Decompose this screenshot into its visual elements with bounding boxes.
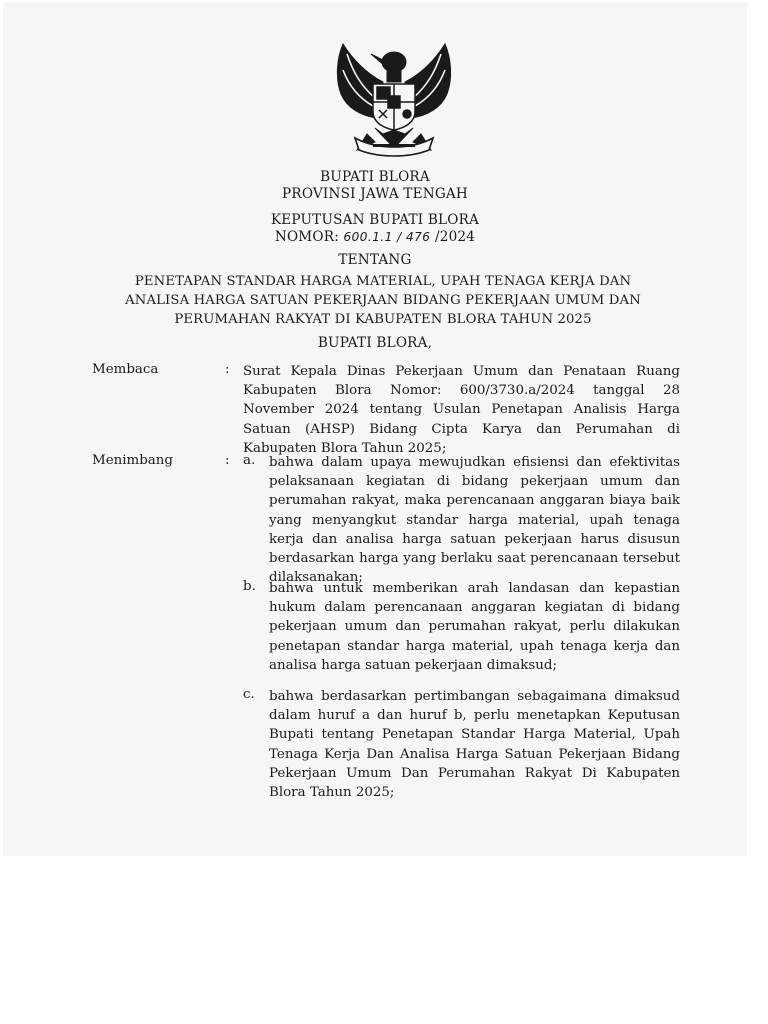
item-c-letter: c. xyxy=(243,687,255,702)
regent-heading: BUPATI BLORA xyxy=(320,169,430,185)
number-handwritten: 600.1.1 / 476 xyxy=(343,230,431,244)
membaca-label: Membaca xyxy=(92,362,159,377)
menimbang-label: Menimbang xyxy=(92,453,173,468)
item-c-text: bahwa berdasarkan pertimbangan sebagaimana dimaksud dalam huruf a dan huruf b, perlu menetapkan Keputusan Bupati tentang Penetapan Standar Harga Material, Upah Tenaga Kerja Dan Analisa Harga Satuan Pekerjaan Bidang Pekerjaan Umum Dan Perumahan Rakyat Di Kabupaten Blora Tahun 2025; xyxy=(269,689,680,801)
subject-line-3: PERUMAHAN RAKYAT DI KABUPATEN BLORA TAHUN 2025 xyxy=(174,312,592,327)
decree-title: KEPUTUSAN BUPATI BLORA xyxy=(270,212,480,228)
scanned-page xyxy=(3,2,747,856)
number-label: NOMOR: xyxy=(274,229,339,245)
issuer-heading: BUPATI BLORA, xyxy=(317,335,433,351)
decree-number xyxy=(3,229,747,246)
menimbang-colon: : xyxy=(225,453,230,468)
membaca-colon: : xyxy=(225,362,230,377)
subject-line-1: PENETAPAN STANDAR HARGA MATERIAL, UPAH TENAGA KERJA DAN xyxy=(134,274,632,289)
membaca-text: Surat Kepala Dinas Pekerjaan Umum dan Penataan Ruang Kabupaten Blora Nomor: 600/3730.a/2024 tanggal 28 November 2024 tentang Usulan Penetapan Analisis Harga Satuan (AHSP) Bidang Cipta Karya dan Perumahan di Kabupaten Blora Tahun 2025; xyxy=(243,364,680,456)
decree-subject xyxy=(93,272,673,329)
about-heading: TENTANG xyxy=(338,252,412,268)
subject-line-2: ANALISA HARGA SATUAN PEKERJAAN BIDANG PEKERJAAN UMUM DAN xyxy=(125,293,641,308)
number-year: /2024 xyxy=(434,229,476,245)
garuda-emblem-icon xyxy=(327,38,461,160)
province-heading: PROVINSI JAWA TENGAH xyxy=(282,186,468,202)
item-a-letter: a. xyxy=(243,453,256,468)
item-b-text: bahwa untuk memberikan arah landasan dan kepastian hukum dalam perencanaan anggaran kegiatan di bidang pekerjaan umum dan perumahan rakyat, perlu dilakukan penetapan standar harga material, upah tenaga kerja dan analisa harga satuan pekerjaan dimaksud; xyxy=(269,581,680,673)
item-b-letter: b. xyxy=(243,579,256,594)
item-a-text: bahwa dalam upaya mewujudkan efisiensi dan efektivitas pelaksanaan kegiatan di bidang pekerjaan umum dan perumahan rakyat, maka perencanaan anggaran biaya baik yang menyangkut standar harga material, upah tenaga kerja dan analisa harga satuan pekerjaan harus disusun berdasarkan harga yang berlaku saat perencanaan tersebut dilaksanakan; xyxy=(269,455,680,586)
